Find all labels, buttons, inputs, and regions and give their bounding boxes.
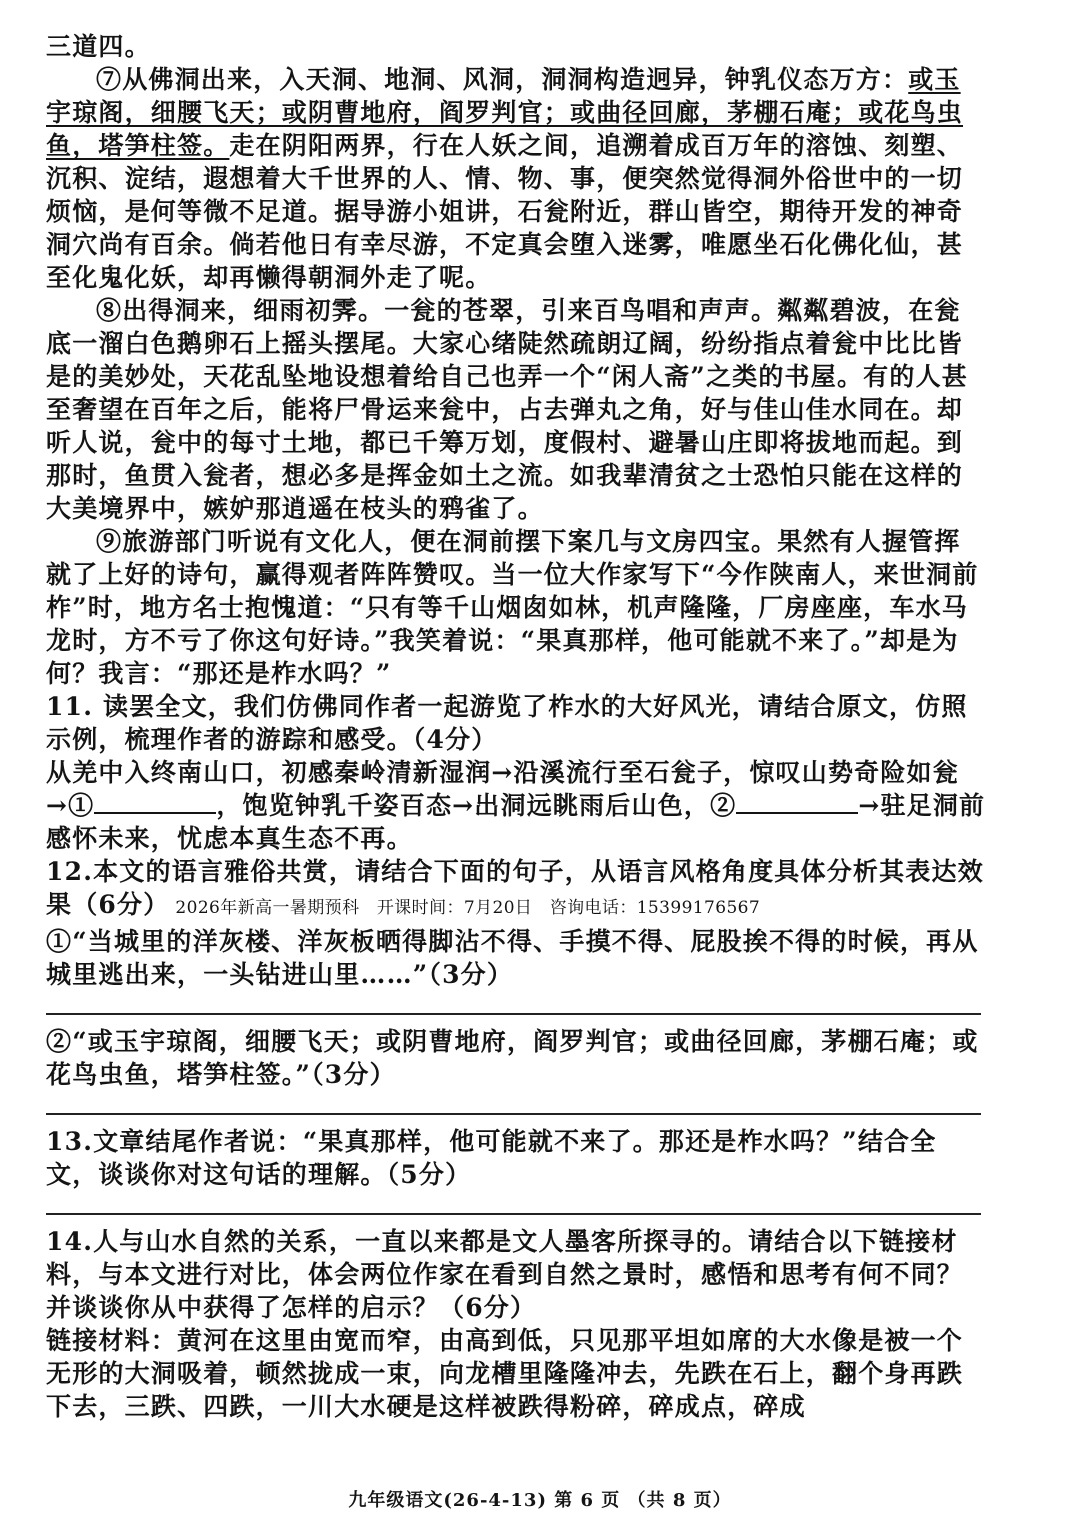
paragraph-7 — [46, 63, 986, 294]
question-14-stem: 14.人与山水自然的关系，一直以来都是文人墨客所探寻的。请结合以下链接材料，与本文进行对比，体会两位作家在看到自然之景时，感悟和思考有何不同？并谈谈你从中获得了怎样的启示？（6分） — [46, 1227, 964, 1322]
question-13-stem: 13.文章结尾作者说：“果真那样，他可能就不来了。那还是柞水吗？”结合全文，谈谈你对这句话的理解。（5分） — [46, 1127, 937, 1189]
answer-blank-1[interactable] — [94, 790, 216, 814]
paragraph-7-text-b: 走在阴阳两界，行在人妖之间，追溯着成百万年的溶蚀、刻塑、沉积、淀结，遐想着大千世界的人、情、物、事，便突然觉得洞外俗世中的一切烦恼，是何等微不足道。据导游小姐讲，石瓮附近，群山皆空，期待开发的神奇洞穴尚有百余。倘若他日有幸尽游，不定真会堕入迷雾，唯愿坐石化佛化仙，甚至化鬼化妖，却再懒得朝洞外走了呢。 — [46, 131, 964, 292]
paragraph-9: ⑨旅游部门听说有文化人，便在洞前摆下案几与文房四宝。果然有人握管挥就了上好的诗句，赢得观者阵阵赞叹。当一位大作家写下“今作陕南人，来世洞前柞”时，地方名士抱愧道：“只有等千山烟囱如林，机声隆隆，厂房座座，车水马龙时，方不亏了你这句好诗。”我笑着说：“果真那样，他可能就不来了。”却是为何？我言：“那还是柞水吗？” — [46, 527, 979, 688]
question-12-stem — [46, 855, 986, 925]
question-11-part-3: →驻足洞前感怀未来，忧虑本真生态不再。 — [46, 791, 986, 853]
answer-line-13[interactable] — [46, 1213, 981, 1215]
answer-line-12-1[interactable] — [46, 1013, 981, 1015]
question-11-part-1: 从羌中入终南山口，初感秦岭清新湿润→沿溪流行至石瓮子，惊叹山势奇险如瓮→① — [46, 758, 959, 820]
question-12-stem-text: 12.本文的语言雅俗共赏，请结合下面的句子，从语言风格角度具体分析其表达效果（6分） — [46, 857, 984, 919]
paragraph-7-underlined: 或玉宇琼阁，细腰飞天；或阴曹地府，阎罗判官；或曲径回廊，茅棚石庵；或花鸟虫鱼，塔笋柱签。 — [46, 65, 964, 160]
question-12-item-2: ②“或玉宇琼阁，细腰飞天；或阴曹地府，阎罗判官；或曲径回廊，茅棚石庵；或花鸟虫鱼，塔笋柱签。”（3分） — [46, 1027, 979, 1089]
question-12-item-1: ①“当城里的洋灰楼、洋灰板晒得脚沾不得、手摸不得、屁股挨不得的时候，再从城里逃出来，一头钻进山里……”（3分） — [46, 927, 979, 989]
exam-page — [46, 30, 986, 1423]
answer-line-12-2[interactable] — [46, 1113, 981, 1115]
paragraph-7-text-a: 从佛洞出来，入天洞、地洞、风洞，洞洞构造迥异，钟乳仪态万方： — [122, 65, 909, 94]
question-11-body — [46, 756, 986, 855]
question-11-stem: 11. 读罢全文，我们仿佛同作者一起游览了柞水的大好风光，请结合原文，仿照示例，梳理作者的游踪和感受。（4分） — [46, 692, 968, 754]
passage-line-0: 三道四。 — [46, 32, 151, 61]
question-14-material: 链接材料：黄河在这里由宽而窄，由高到低，只见那平坦如席的大水像是被一个无形的大洞吸着，顿然拢成一束，向龙槽里隆隆冲去，先跌在石上，翻个身再跌下去，三跌、四跌，一川大水硬是这样被跌得粉碎，碎成点，碎成 — [46, 1326, 964, 1421]
page-footer: 九年级语文(26-4-13) 第 6 页 （共 8 页） — [348, 1490, 732, 1511]
question-11-part-2: ，饱览钟乳千姿百态→出洞远眺雨后山色，② — [216, 791, 737, 820]
paragraph-7-number: ⑦ — [96, 65, 123, 94]
advertisement-text: 2026年新高一暑期预科 开课时间：7月20日 咨询电话：15399176567 — [175, 898, 761, 918]
paragraph-8: ⑧出得洞来，细雨初霁。一瓮的苍翠，引来百鸟唱和声声。粼粼碧波，在瓮底一溜白色鹅卵石上摇头摆尾。大家心绪陡然疏朗辽阔，纷纷指点着瓮中比比皆是的美妙处，天花乱坠地设想着给自己也弄一个“闲人斋”之类的书屋。有的人甚至奢望在百年之后，能将尸骨运来瓮中，占去弹丸之角，好与佳山佳水同在。却听人说，瓮中的每寸土地，都已千筹万划，度假村、避暑山庄即将拔地而起。到那时，鱼贯入瓮者，想必多是挥金如土之流。如我辈清贫之士恐怕只能在这样的大美境界中，嫉妒那逍遥在枝头的鸦雀了。 — [46, 296, 968, 523]
answer-blank-2[interactable] — [736, 790, 858, 814]
